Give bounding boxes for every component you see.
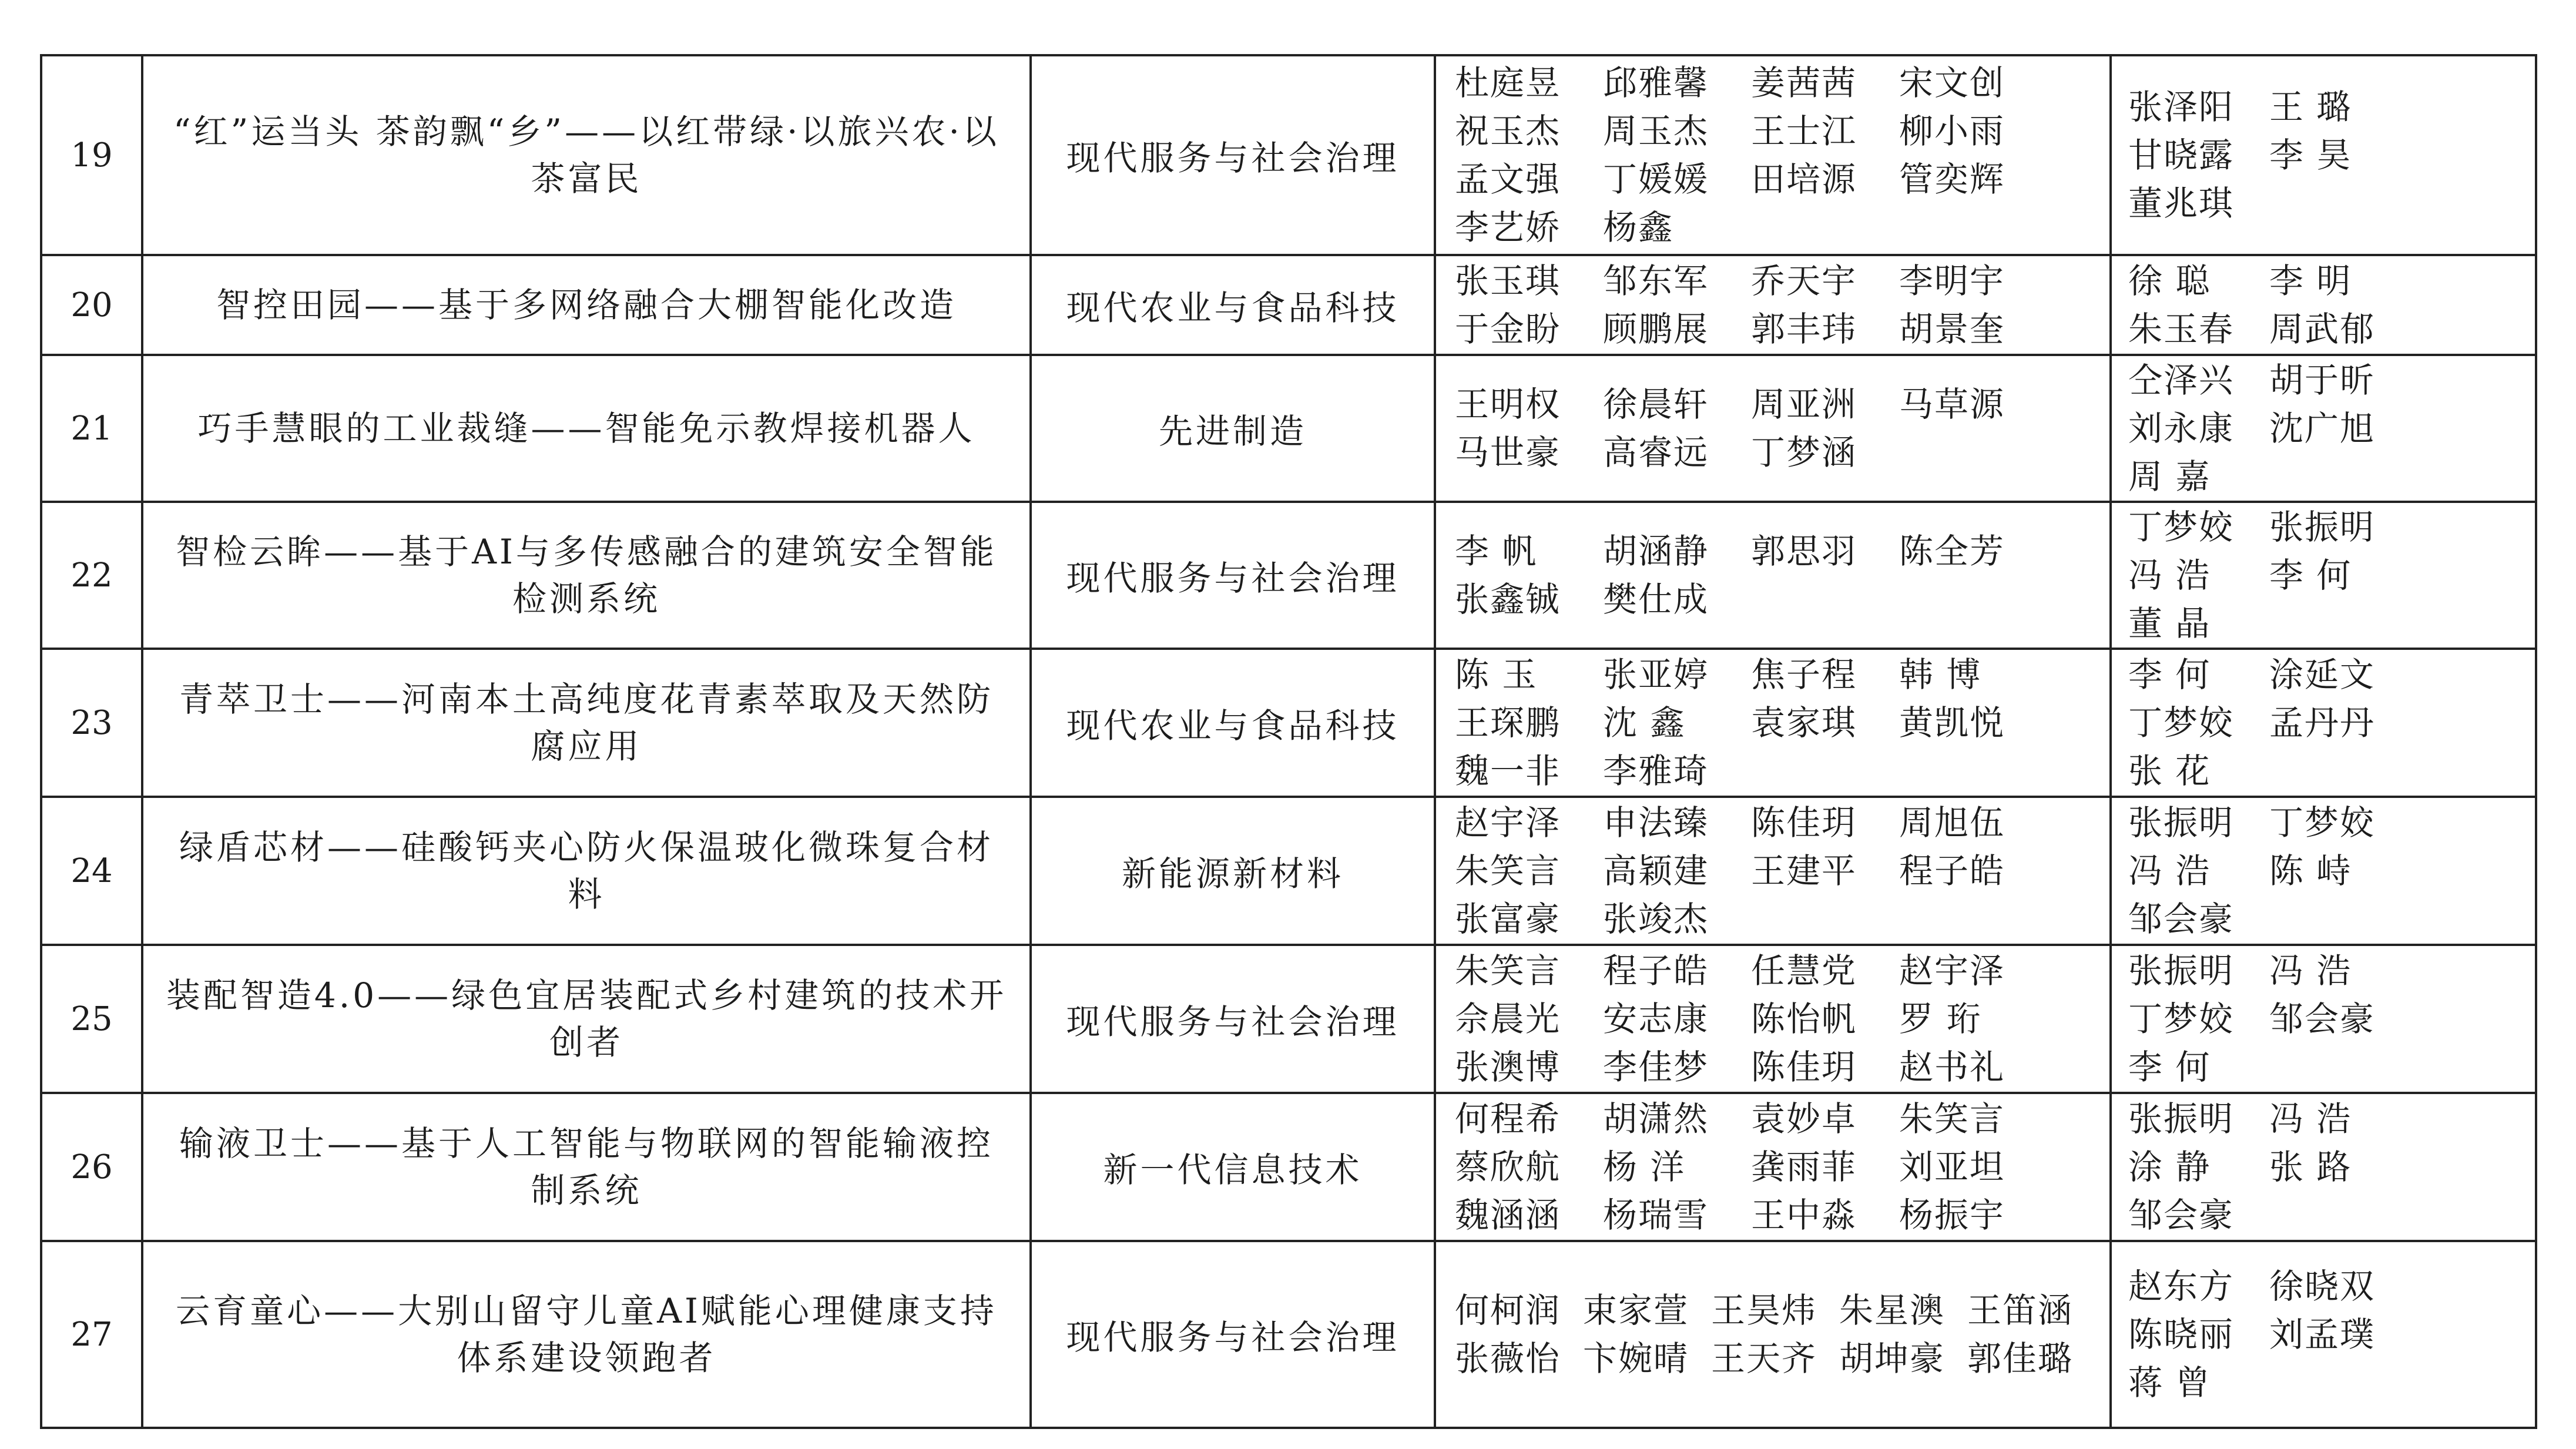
person-name: 丁梦涵 xyxy=(1751,432,1857,472)
person-name: 任慧党 xyxy=(1751,951,1857,991)
person-name: 周武郁 xyxy=(2269,309,2376,349)
table-row xyxy=(41,1093,2536,1241)
person-name: 佘晨光 xyxy=(1455,999,1561,1039)
person-name: 甘晓露 xyxy=(2128,135,2235,175)
person-name: 程子皓 xyxy=(1899,851,2005,891)
person-name: 胡于昕 xyxy=(2269,360,2376,400)
person-name: 樊仕成 xyxy=(1603,579,1709,619)
project-title: 云育童心——大别山留守儿童AI赋能心理健康支持体系建设领跑者 xyxy=(142,1241,1031,1428)
person-name: 张 花 xyxy=(2128,751,2211,791)
advisors xyxy=(2128,799,2523,943)
table-row xyxy=(41,355,2536,502)
person-name: 刘永康 xyxy=(2128,408,2235,448)
project-title: 装配智造4.0——绿色宜居装配式乡村建筑的技术开创者 xyxy=(142,945,1031,1093)
team-members-cell xyxy=(1435,355,2111,502)
person-name: 姜茜茜 xyxy=(1751,63,1857,103)
person-name: 魏一非 xyxy=(1455,751,1561,791)
person-name: 郭丰玮 xyxy=(1751,309,1857,349)
person-name: 何柯润 xyxy=(1455,1290,1561,1330)
project-category: 现代农业与食品科技 xyxy=(1031,649,1435,797)
person-name: 陈怡帆 xyxy=(1751,999,1857,1039)
person-name: 张振明 xyxy=(2269,507,2376,547)
person-name: 蔡欣航 xyxy=(1455,1147,1561,1187)
person-name: 高睿远 xyxy=(1603,432,1709,472)
person-name: 陈晓丽 xyxy=(2128,1314,2235,1354)
advisors xyxy=(2128,503,2523,648)
person-name: 沈广旭 xyxy=(2269,408,2376,448)
person-name: 马草源 xyxy=(1899,384,2005,424)
person-name: 朱星澳 xyxy=(1839,1290,1946,1330)
person-name: 张竣杰 xyxy=(1603,899,1709,939)
person-name: 邹会豪 xyxy=(2128,1195,2235,1235)
advisors xyxy=(2128,1095,2523,1239)
person-name: 顾鹏展 xyxy=(1603,309,1709,349)
person-name: 丁梦姣 xyxy=(2128,703,2235,743)
person-name: 龚雨菲 xyxy=(1751,1147,1857,1187)
row-number: 24 xyxy=(41,797,142,945)
person-name: 袁家琪 xyxy=(1751,703,1857,743)
person-name: 董 晶 xyxy=(2128,603,2211,643)
project-category: 现代服务与社会治理 xyxy=(1031,55,1435,255)
team-members xyxy=(1455,1286,2098,1383)
person-name: 胡潇然 xyxy=(1603,1099,1709,1139)
project-title: 智控田园——基于多网络融合大棚智能化改造 xyxy=(142,255,1031,355)
team-members xyxy=(1455,799,2098,943)
team-members-cell xyxy=(1435,945,2111,1093)
team-members-cell xyxy=(1435,1093,2111,1241)
person-name: 董兆琪 xyxy=(2128,183,2235,223)
person-name: 张振明 xyxy=(2128,803,2235,843)
person-name: 李 明 xyxy=(2269,261,2352,301)
advisors-cell xyxy=(2111,649,2536,797)
person-name: 申法臻 xyxy=(1603,803,1709,843)
project-category: 新一代信息技术 xyxy=(1031,1093,1435,1241)
advisors xyxy=(2128,650,2523,795)
advisors-cell xyxy=(2111,355,2536,502)
person-name: 邱雅馨 xyxy=(1603,63,1709,103)
team-members xyxy=(1455,947,2098,1091)
person-name: 王士江 xyxy=(1751,111,1857,151)
person-name: 冯 浩 xyxy=(2128,555,2211,595)
team-members-cell xyxy=(1435,55,2111,255)
person-name: 罗 珩 xyxy=(1899,999,1982,1039)
person-name: 韩 博 xyxy=(1899,655,1982,695)
team-members xyxy=(1455,380,2098,477)
person-name: 高颖建 xyxy=(1603,851,1709,891)
person-name: 陈 峙 xyxy=(2269,851,2352,891)
advisors xyxy=(2128,1262,2523,1407)
table-row xyxy=(41,797,2536,945)
advisors-cell xyxy=(2111,1241,2536,1428)
team-members-cell xyxy=(1435,649,2111,797)
person-name: 徐晨轩 xyxy=(1603,384,1709,424)
person-name: 涂延文 xyxy=(2269,655,2376,695)
person-name: 杨瑞雪 xyxy=(1603,1195,1709,1235)
person-name: 柳小雨 xyxy=(1899,111,2005,151)
table-row xyxy=(41,1241,2536,1428)
project-roster-table xyxy=(40,54,2537,1429)
project-category: 现代服务与社会治理 xyxy=(1031,945,1435,1093)
person-name: 徐 聪 xyxy=(2128,261,2211,301)
project-category: 现代服务与社会治理 xyxy=(1031,1241,1435,1428)
project-category: 现代农业与食品科技 xyxy=(1031,255,1435,355)
person-name: 陈佳玥 xyxy=(1751,1047,1857,1087)
person-name: 邹会豪 xyxy=(2128,899,2235,939)
team-members-cell xyxy=(1435,502,2111,649)
person-name: 张澳博 xyxy=(1455,1047,1561,1087)
table-row xyxy=(41,945,2536,1093)
person-name: 蒋 曾 xyxy=(2128,1363,2211,1403)
project-category: 先进制造 xyxy=(1031,355,1435,502)
person-name: 王昊炜 xyxy=(1711,1290,1817,1330)
person-name: 胡坤豪 xyxy=(1839,1339,1946,1378)
row-number: 22 xyxy=(41,502,142,649)
team-members xyxy=(1455,1095,2098,1239)
row-number: 20 xyxy=(41,255,142,355)
person-name: 朱笑言 xyxy=(1455,951,1561,991)
person-name: 周旭伍 xyxy=(1899,803,2005,843)
person-name: 张玉琪 xyxy=(1455,261,1561,301)
row-number: 27 xyxy=(41,1241,142,1428)
advisors-cell xyxy=(2111,945,2536,1093)
project-roster-page xyxy=(40,54,2535,1403)
person-name: 张泽阳 xyxy=(2128,87,2235,127)
project-title: 巧手慧眼的工业裁缝——智能免示教焊接机器人 xyxy=(142,355,1031,502)
person-name: 安志康 xyxy=(1603,999,1709,1039)
team-members-cell xyxy=(1435,797,2111,945)
project-title: 输液卫士——基于人工智能与物联网的智能输液控制系统 xyxy=(142,1093,1031,1241)
person-name: 周玉杰 xyxy=(1603,111,1709,151)
team-members-cell xyxy=(1435,1241,2111,1428)
advisors xyxy=(2128,356,2523,501)
person-name: 朱玉春 xyxy=(2128,309,2235,349)
person-name: 邹东军 xyxy=(1603,261,1709,301)
person-name: 徐晓双 xyxy=(2269,1266,2376,1306)
person-name: 仝泽兴 xyxy=(2128,360,2235,400)
person-name: 刘亚坦 xyxy=(1899,1147,2005,1187)
person-name: 张振明 xyxy=(2128,951,2235,991)
person-name: 王琛鹏 xyxy=(1455,703,1561,743)
row-number: 23 xyxy=(41,649,142,797)
person-name: 李 帆 xyxy=(1455,531,1538,571)
team-members xyxy=(1455,257,2098,353)
person-name: 胡涵静 xyxy=(1603,531,1709,571)
person-name: 李雅琦 xyxy=(1603,751,1709,791)
advisors xyxy=(2128,947,2523,1091)
person-name: 宋文创 xyxy=(1899,63,2005,103)
person-name: 马世豪 xyxy=(1455,432,1561,472)
person-name: 杨鑫 xyxy=(1603,207,1674,247)
table-row xyxy=(41,502,2536,649)
person-name: 程子皓 xyxy=(1603,951,1709,991)
person-name: 郭思羽 xyxy=(1751,531,1857,571)
person-name: 焦子程 xyxy=(1751,655,1857,695)
person-name: 周 嘉 xyxy=(2128,457,2211,497)
person-name: 赵宇泽 xyxy=(1455,803,1561,843)
table-row xyxy=(41,649,2536,797)
person-name: 李 何 xyxy=(2269,555,2352,595)
table-row xyxy=(41,55,2536,255)
person-name: 王笛涵 xyxy=(1967,1290,2074,1330)
person-name: 张富豪 xyxy=(1455,899,1561,939)
person-name: 杜庭昱 xyxy=(1455,63,1561,103)
person-name: 王 璐 xyxy=(2269,87,2352,127)
person-name: 赵东方 xyxy=(2128,1266,2235,1306)
project-title: “红”运当头 茶韵飘“乡”——以红带绿·以旅兴农·以茶富民 xyxy=(142,55,1031,255)
person-name: 陈佳玥 xyxy=(1751,803,1857,843)
person-name: 李 何 xyxy=(2128,1047,2211,1087)
person-name: 周亚洲 xyxy=(1751,384,1857,424)
project-title: 青萃卫士——河南本土高纯度花青素萃取及天然防腐应用 xyxy=(142,649,1031,797)
person-name: 王建平 xyxy=(1751,851,1857,891)
table-row xyxy=(41,255,2536,355)
advisors xyxy=(2128,257,2523,353)
person-name: 孟丹丹 xyxy=(2269,703,2376,743)
person-name: 邹会豪 xyxy=(2269,999,2376,1039)
person-name: 魏涵涵 xyxy=(1455,1195,1561,1235)
advisors-cell xyxy=(2111,1093,2536,1241)
person-name: 丁梦姣 xyxy=(2128,999,2235,1039)
person-name: 乔天宇 xyxy=(1751,261,1857,301)
person-name: 李明宇 xyxy=(1899,261,2005,301)
person-name: 张薇怡 xyxy=(1455,1339,1561,1378)
person-name: 黄凯悦 xyxy=(1899,703,2005,743)
person-name: 沈 鑫 xyxy=(1603,703,1686,743)
person-name: 丁梦姣 xyxy=(2269,803,2376,843)
row-number: 19 xyxy=(41,55,142,255)
person-name: 杨振宇 xyxy=(1899,1195,2005,1235)
person-name: 何程希 xyxy=(1455,1099,1561,1139)
person-name: 束家萱 xyxy=(1583,1290,1689,1330)
person-name: 郭佳璐 xyxy=(1967,1339,2074,1378)
person-name: 杨 洋 xyxy=(1603,1147,1686,1187)
person-name: 管奕辉 xyxy=(1899,159,2005,199)
person-name: 李艺娇 xyxy=(1455,207,1561,247)
person-name: 冯 浩 xyxy=(2269,951,2352,991)
team-members xyxy=(1455,527,2098,623)
team-members-cell xyxy=(1435,255,2111,355)
person-name: 张 路 xyxy=(2269,1147,2352,1187)
person-name: 于金盼 xyxy=(1455,309,1561,349)
row-number: 26 xyxy=(41,1093,142,1241)
person-name: 陈 玉 xyxy=(1455,655,1538,695)
row-number: 21 xyxy=(41,355,142,502)
person-name: 李 昊 xyxy=(2269,135,2352,175)
advisors-cell xyxy=(2111,797,2536,945)
person-name: 陈全芳 xyxy=(1899,531,2005,571)
person-name: 孟文强 xyxy=(1455,159,1561,199)
person-name: 丁梦姣 xyxy=(2128,507,2235,547)
person-name: 涂 静 xyxy=(2128,1147,2211,1187)
advisors xyxy=(2128,83,2523,227)
project-title: 智检云眸——基于AI与多传感融合的建筑安全智能检测系统 xyxy=(142,502,1031,649)
person-name: 李 何 xyxy=(2128,655,2211,695)
person-name: 赵宇泽 xyxy=(1899,951,2005,991)
advisors-cell xyxy=(2111,255,2536,355)
person-name: 祝玉杰 xyxy=(1455,111,1561,151)
person-name: 李佳梦 xyxy=(1603,1047,1709,1087)
person-name: 丁媛媛 xyxy=(1603,159,1709,199)
project-category: 新能源新材料 xyxy=(1031,797,1435,945)
team-members xyxy=(1455,59,2098,251)
advisors-cell xyxy=(2111,502,2536,649)
person-name: 卞婉晴 xyxy=(1583,1339,1689,1378)
person-name: 冯 浩 xyxy=(2128,851,2211,891)
person-name: 赵书礼 xyxy=(1899,1047,2005,1087)
person-name: 朱笑言 xyxy=(1455,851,1561,891)
person-name: 张振明 xyxy=(2128,1099,2235,1139)
person-name: 王中淼 xyxy=(1751,1195,1857,1235)
person-name: 冯 浩 xyxy=(2269,1099,2352,1139)
person-name: 张鑫铖 xyxy=(1455,579,1561,619)
person-name: 王天齐 xyxy=(1711,1339,1817,1378)
project-category: 现代服务与社会治理 xyxy=(1031,502,1435,649)
person-name: 袁妙卓 xyxy=(1751,1099,1857,1139)
advisors-cell xyxy=(2111,55,2536,255)
row-number: 25 xyxy=(41,945,142,1093)
project-title: 绿盾芯材——硅酸钙夹心防火保温玻化微珠复合材料 xyxy=(142,797,1031,945)
person-name: 王明权 xyxy=(1455,384,1561,424)
person-name: 胡景奎 xyxy=(1899,309,2005,349)
person-name: 田培源 xyxy=(1751,159,1857,199)
person-name: 刘孟璞 xyxy=(2269,1314,2376,1354)
person-name: 朱笑言 xyxy=(1899,1099,2005,1139)
person-name: 张亚婷 xyxy=(1603,655,1709,695)
team-members xyxy=(1455,650,2098,795)
